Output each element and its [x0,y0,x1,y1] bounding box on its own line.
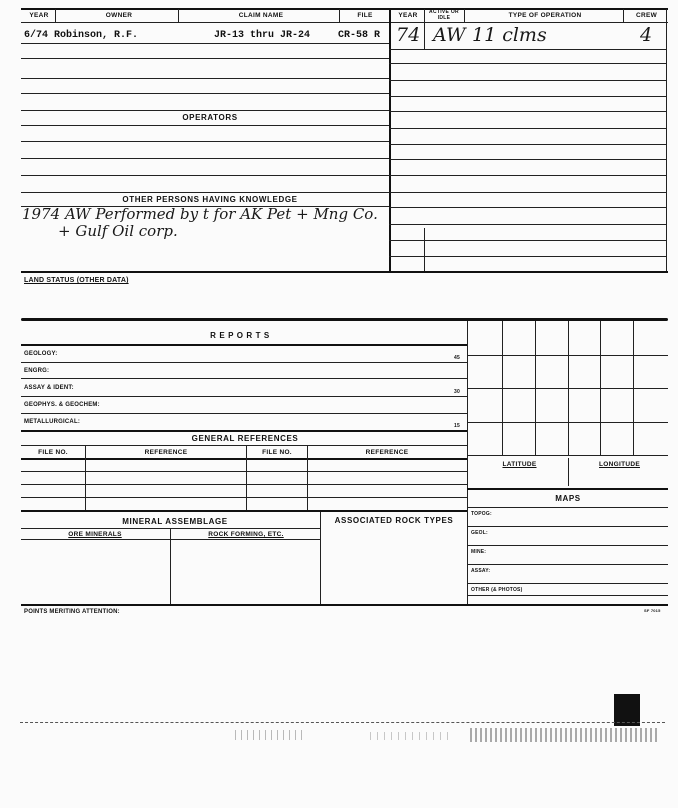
scan-line-artifact [20,722,665,724]
col-sep [307,445,308,510]
assay-label: ASSAY: [471,568,491,574]
row-line [389,111,666,112]
row-line [21,430,467,432]
mine-label: MINE: [471,549,487,555]
form-number: SF 7015 [644,608,661,613]
scan-noise-strip [370,732,450,740]
row-line [21,378,467,379]
row-line [21,110,389,111]
col-sep [85,445,86,510]
row-line [389,80,666,81]
operators-title: OPERATORS [182,113,238,122]
reports-title-rule [21,344,467,346]
top-table-bottom-border [21,271,668,273]
crew-header: CREW [635,12,658,19]
form-bottom-border [21,604,668,606]
file-no-header-1: FILE NO. [38,449,68,456]
header-underline [21,22,668,23]
row-line [21,471,467,472]
topog-label: TOPOG: [471,511,492,517]
row-line [21,445,467,446]
year-header: YEAR [29,12,49,19]
row-line [21,158,389,159]
type-of-operation-header: TYPE OF OPERATION [508,12,582,19]
geology-number: 45 [454,355,460,361]
claim-name-header: CLAIM NAME [238,12,284,19]
row-line [21,58,389,59]
other-persons-handwritten-1: 1974 AW Performed by t for AK Pet + Mng Co. [22,205,378,223]
row-line [21,43,389,44]
row-line [389,49,666,50]
reference-header-2: REFERENCE [365,449,409,456]
right-border [666,9,667,272]
col-sep [568,458,569,486]
row-line [21,192,389,193]
other-photos-label: OTHER (& PHOTOS) [471,587,523,593]
year2-handwritten: 74 [396,24,421,46]
latitude-label: LATITUDE [502,461,537,468]
row-line [21,497,467,498]
file-header: FILE [357,12,373,19]
row-line [21,458,467,460]
year2-header: YEAR [398,12,418,19]
grid-line [467,355,668,356]
crew-handwritten: 4 [640,24,653,46]
year-owner-entry: 6/74 Robinson, R.F. [24,30,139,41]
col-sep [339,9,340,22]
top-border [21,8,668,10]
maps-title: MAPS [555,494,581,503]
col-sep [464,9,465,22]
row-line [389,192,666,193]
row-line [21,78,389,79]
rock-forming-header: ROCK FORMING, ETC. [208,531,284,538]
metallurgical-label: METALLURGICAL: [24,419,81,425]
other-persons-title: OTHER PERSONS HAVING KNOWLEDGE [122,195,298,204]
owner-header: OWNER [105,12,133,19]
row-line [21,539,320,540]
associated-rock-types-title: ASSOCIATED ROCK TYPES [334,516,454,525]
row-line [389,224,666,225]
row-line [21,93,389,94]
row-line [467,564,668,565]
row-line [467,488,668,490]
row-line [21,362,467,363]
col-sep [178,9,179,22]
engrg-label: ENGRG: [24,368,50,374]
geol-label: GEOL: [471,530,488,536]
row-line [389,96,666,97]
general-references-title: GENERAL REFERENCES [191,434,299,443]
col-sep [320,512,321,604]
reference-header-1: REFERENCE [144,449,188,456]
mineral-assemblage-title: MINERAL ASSEMBLAGE [122,517,228,526]
grid-line [467,455,668,456]
reports-top-rule [21,318,668,321]
scan-noise-strip [235,730,305,740]
longitude-label: LONGITUDE [599,461,640,468]
row-line [389,207,666,208]
type-of-operation-handwritten: 11 clms [472,24,547,46]
row-line [389,240,666,241]
geology-label: GEOLOGY: [24,351,58,357]
row-line [21,175,389,176]
row-line [21,413,467,414]
row-line [389,256,666,257]
row-line [21,484,467,485]
row-line [21,125,389,126]
ore-minerals-header: ORE MINERALS [68,531,122,538]
assay-ident-label: ASSAY & IDENT: [24,385,74,391]
row-line [467,583,668,584]
points-meriting-attention-label: POINTS MERITING ATTENTION: [24,609,120,615]
row-line [389,175,666,176]
land-status-label: LAND STATUS (OTHER DATA) [24,277,129,284]
col-sep [623,9,624,22]
file-no-header-2: FILE NO. [262,449,292,456]
geophys-geochem-label: GEOPHYS. & GEOCHEM: [24,402,100,408]
scan-noise-strip [470,728,660,742]
other-persons-handwritten-2: + Gulf Oil corp. [58,222,178,240]
row-line [21,396,467,397]
col-sep [246,445,247,510]
col-sep [424,9,425,49]
assay-number: 30 [454,389,460,395]
metallurgical-number: 15 [454,423,460,429]
row-line [389,128,666,129]
row-line [389,144,666,145]
row-line [467,595,668,596]
file-entry: CR-58 R [338,30,381,41]
row-line [389,63,666,64]
reports-title: R E P O R T S [210,331,270,340]
grid-line [467,388,668,389]
claim-name-entry: JR-13 thru JR-24 [214,30,311,41]
grid-line [467,422,668,423]
row-line [467,507,668,508]
active-handwritten: AW [433,24,466,46]
col-sep [55,9,56,22]
row-line [21,141,389,142]
row-line [21,510,467,512]
row-line [467,526,668,527]
row-line [389,159,666,160]
active-idle-header: ACTIVE OR IDLE [429,9,459,21]
row-line [467,545,668,546]
col-sep [424,228,425,272]
